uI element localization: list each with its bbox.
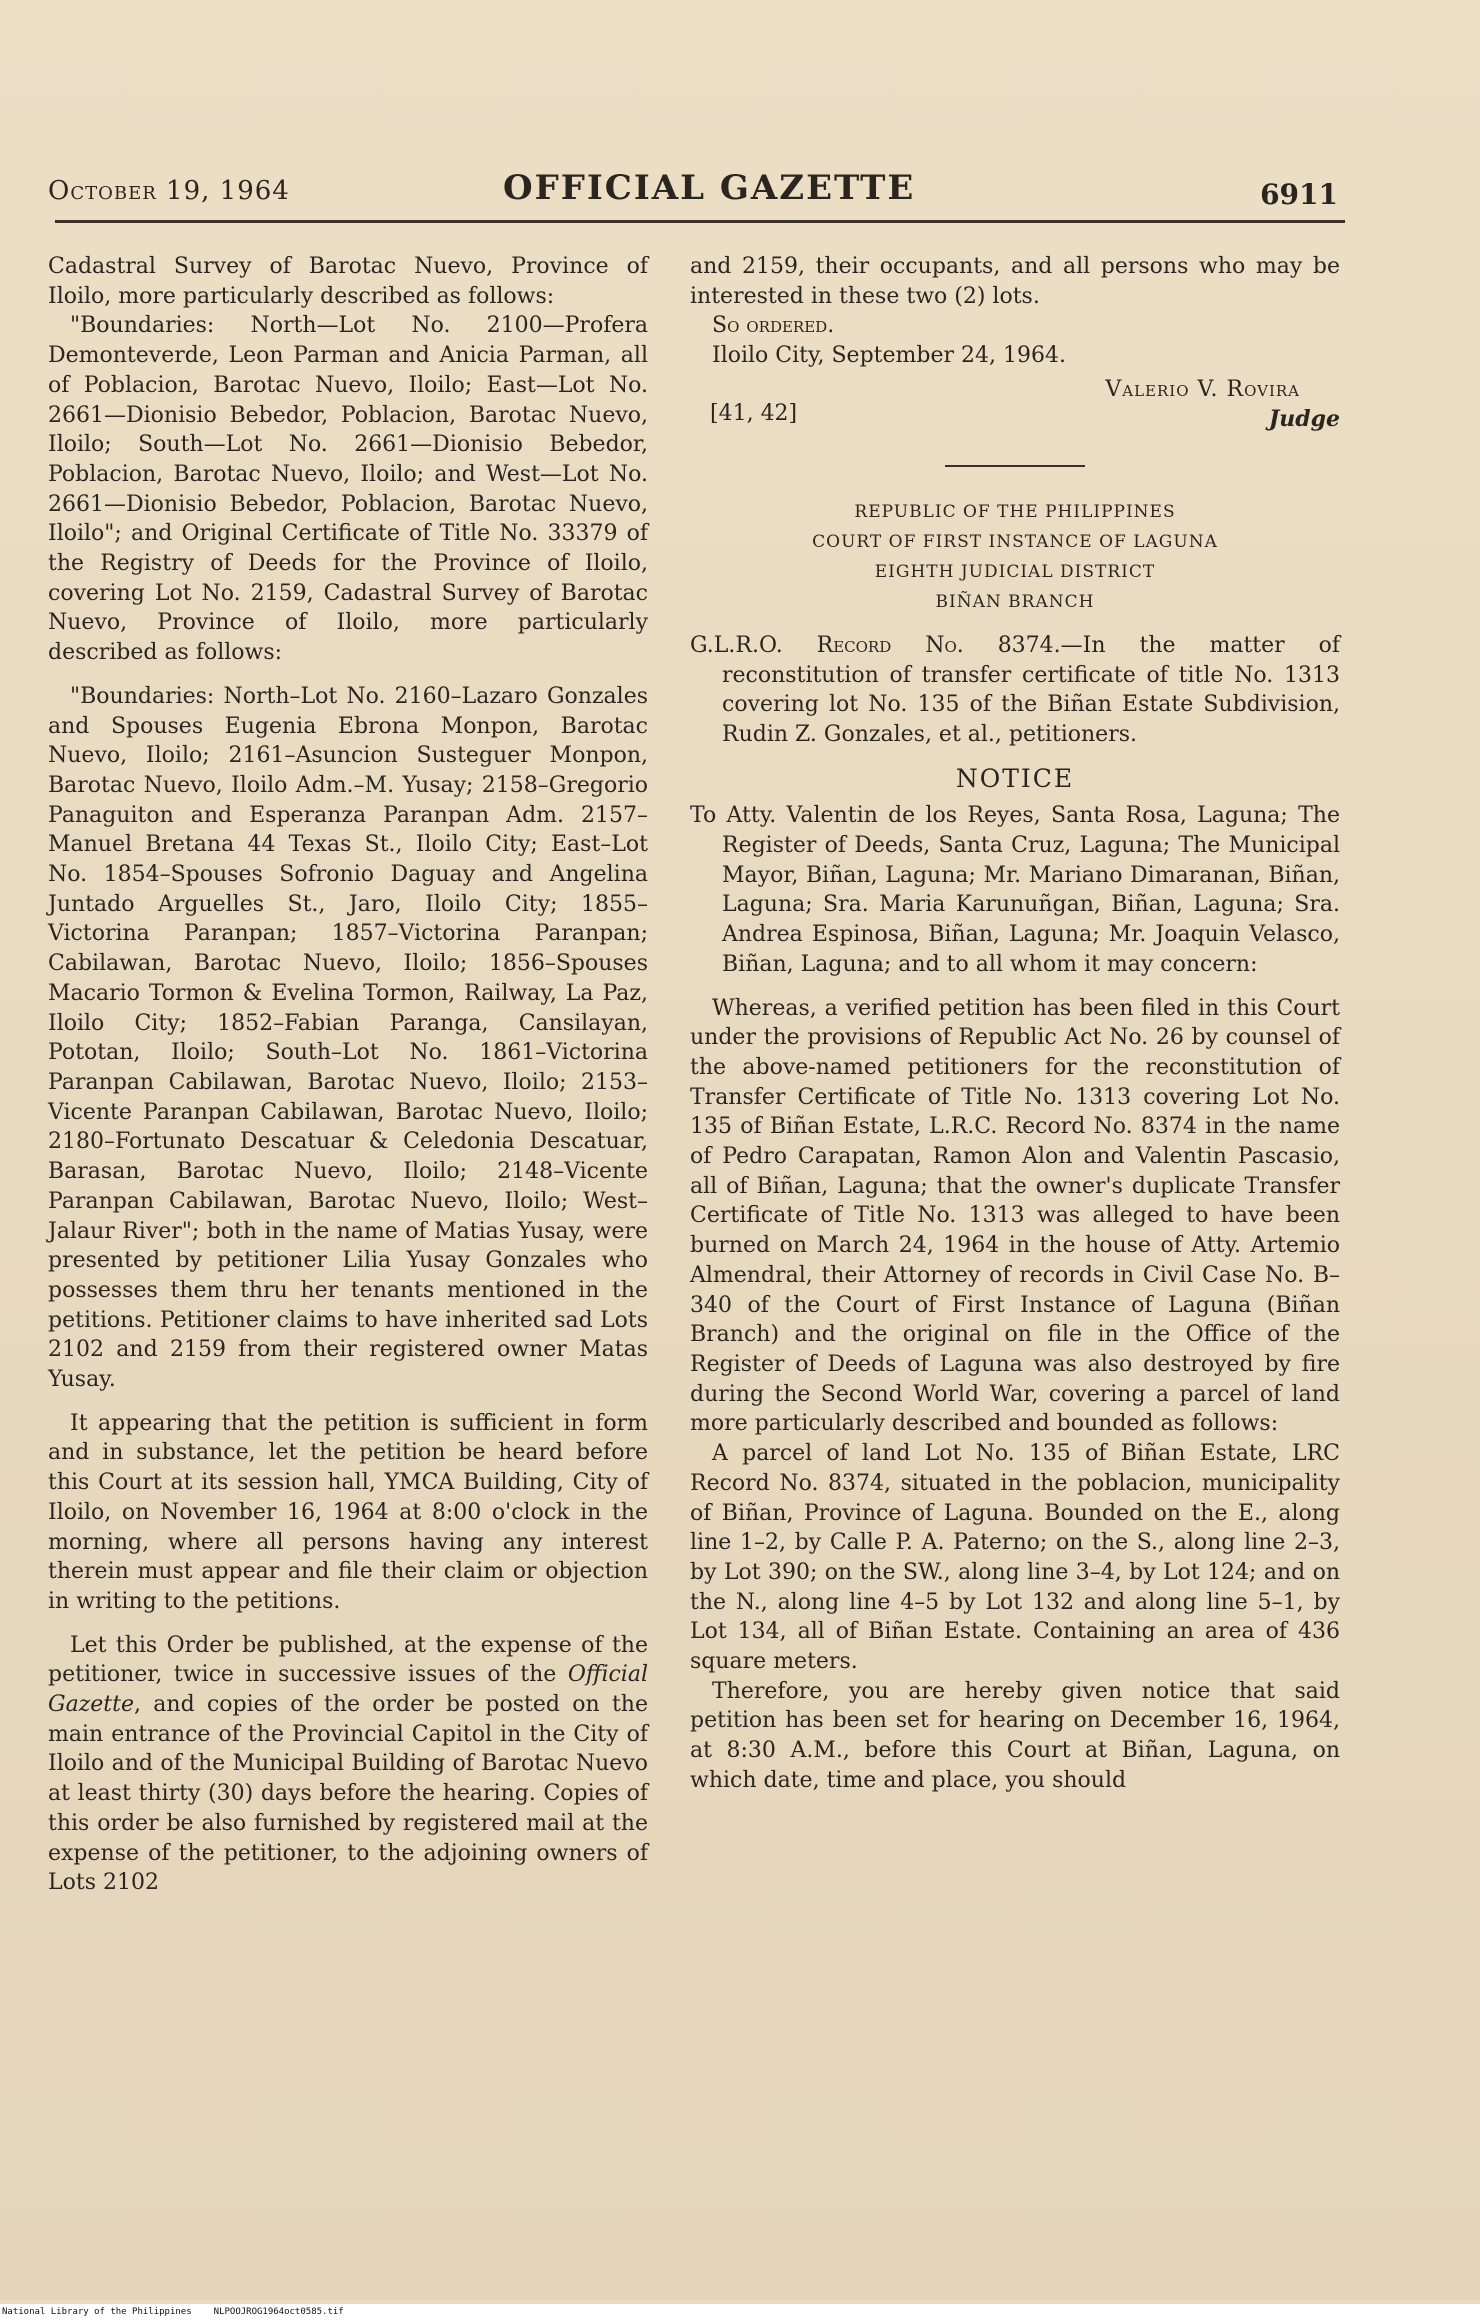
left-paragraph-5	[48, 1631, 648, 1898]
gazette-italic: Official Gazette	[48, 1662, 648, 1718]
header-rule	[55, 220, 1345, 223]
left-paragraph-1: Cadastral Survey of Barotac Nuevo, Province of Iloilo, more particularly described as follows:	[48, 254, 648, 309]
left-paragraph-2: "Boundaries: North—Lot No. 2100—Profera Demonteverde, Leon Parman and Anicia Parman, all of Poblacion, Barotac Nuevo, Iloilo; East—Lot No. 2661—Dionisio Bebedor, Poblacion, Barotac Nuevo, Iloilo; South—Lot No. 2661—Dionisio Bebedor, Poblacion, Barotac Nuevo, Iloilo; and West—Lot No. 2661—Dionisio Bebedor, Poblacion, Barotac Nuevo, Iloilo"; and Original Certificate of Title No. 33379 of the Registry of Deeds for the Province of Iloilo, covering Lot No. 2159, Cadastral Survey of Barotac Nuevo, Province of Iloilo, more particularly described as follows:	[48, 313, 648, 666]
caption-line-4: BIÑAN BRANCH	[935, 591, 1095, 612]
therefore-paragraph: Therefore, you are hereby given notice that said petition has been set for hearing on December 16, 1964, at 8:30 A.M., before this Court at Biñan, Laguna, on which date, time and place, you should	[690, 1678, 1340, 1793]
record-label: G.L.R.O. Record No. 8374.	[690, 632, 1061, 658]
notice-heading: NOTICE	[955, 763, 1075, 793]
record-text: —In the matter of reconstitution of transfer certificate of title No. 1313 covering lot No. 135 of the Biñan Estate Subdivision, Rudin Z. Gonzales, et al., petitioners.	[722, 632, 1340, 747]
judge-title: Judge	[1268, 405, 1340, 432]
header-title: OFFICIAL GAZETTE	[503, 168, 916, 208]
section-divider	[945, 465, 1085, 467]
left-paragraph-3: "Boundaries: North–Lot No. 2160–Lazaro Gonzales and Spouses Eugenia Ebrona Monpon, Barotac Nuevo, Iloilo; 2161–Asuncion Susteguer Monpon, Barotac Nuevo, Iloilo Adm.–M. Yusay; 2158–Gregorio Panaguiton and Esperanza Paranpan Adm. 2157–Manuel Bretana 44 Texas St., Iloilo City; East–Lot No. 1854–Spouses Sofronio Daguay and Angelina Juntado Arguelles St., Jaro, Iloilo City; 1855–Victorina Paranpan; 1857–Victorina Paranpan; Cabilawan, Barotac Nuevo, Iloilo; 1856–Spouses Macario Tormon & Evelina Tormon, Railway, La Paz, Iloilo City; 1852–Fabian Paranga, Cansilayan, Pototan, Iloilo; South–Lot No. 1861–Victorina Paranpan Cabilawan, Barotac Nuevo, Iloilo; 2153–Vicente Paranpan Cabilawan, Barotac Nuevo, Iloilo; 2180–Fortunato Descatuar & Celedonia Descatuar, Barasan, Barotac Nuevo, Iloilo; 2148–Vicente Paranpan Cabilawan, Barotac Nuevo, Iloilo; West–Jalaur River"; both in the name of Matias Yusay, were presented by petitioner Lilia Yusay Gonzales who possesses them thru her tenants mentioned in the petitions. Petitioner claims to have inherited sad Lots 2102 and 2159 from their registered owner Matas Yusay.	[48, 683, 648, 1393]
scan-footer	[0, 2304, 1480, 2321]
page-header	[48, 168, 1338, 218]
caption-line-2: COURT OF FIRST INSTANCE OF LAGUNA	[812, 531, 1218, 552]
record-entry	[690, 631, 1340, 750]
parcel-description: A parcel of land Lot No. 135 of Biñan Estate, LRC Record No. 8374, situated in the poblacion, municipality of Biñan, Province of Laguna. Bounded on the E., along line 1–2, by Calle P. A. Paterno; on the S., along line 2–3, by Lot 390; on the SW., along line 3–4, by Lot 124; and on the N., along line 4–5 by Lot 132 and along line 5–1, by Lot 134, all of Biñan Estate. Containing an area of 436 square meters.	[690, 1441, 1340, 1675]
p5-before: Let this Order be published, at the expense of the petitioner, twice in successive issues of the	[48, 1632, 648, 1688]
right-continuation: and 2159, their occupants, and all persons who may be interested in these two (2) lots.	[690, 254, 1340, 309]
caption-line-1: REPUBLIC OF THE PHILIPPINES	[854, 501, 1176, 522]
right-column	[690, 252, 1340, 1796]
footer-source: National Library of the Philippines	[2, 2307, 192, 2317]
caption-line-3: EIGHTH JUDICIAL DISTRICT	[874, 561, 1156, 582]
whereas-paragraph: Whereas, a verified petition has been filed in this Court under the provisions of Republic Act No. 26 by counsel of the above-named petitioners for the reconstitution of Transfer Certificate of Title No. 1313 covering Lot No. 135 of Biñan Estate, L.R.C. Record No. 8374 in the name of Pedro Carapatan, Ramon Alon and Valentin Pascasio, all of Biñan, Laguna; that the owner's duplicate Transfer Certificate of Title No. 1313 was alleged to have been burned on March 24, 1964 in the house of Atty. Artemio Almendral, their Attorney of records in Civil Case No. B–340 of the Court of First Instance of Laguna (Biñan Branch) and the original on file in the Office of the Register of Deeds of Laguna was also destroyed by fire during the Second World War, covering a parcel of land more particularly described and bounded as follows:	[690, 995, 1340, 1437]
notice-addressees: To Atty. Valentin de los Reyes, Santa Rosa, Laguna; The Register of Deeds, Santa Cruz, Laguna; The Municipal Mayor, Biñan, Laguna; Mr. Mariano Dimaranan, Biñan, Laguna; Sra. Maria Karunuñgan, Biñan, Laguna; Sra. Andrea Espinosa, Biñan, Laguna; Mr. Joaquin Velasco, Biñan, Laguna; and to all whom it may concern:	[690, 803, 1340, 977]
judge-name: Valerio V. Rovira	[1105, 376, 1300, 402]
place-date: Iloilo City, September 24, 1964.	[712, 343, 1066, 369]
footer-filename: NLPOOJROG1964oct0585.tif	[213, 2307, 344, 2317]
court-caption	[690, 497, 1340, 617]
page-number: 6911	[1260, 178, 1338, 211]
so-ordered: So ordered.	[712, 313, 835, 339]
p5-after: , and copies of the order be posted on the main entrance of the Provincial Capitol in the City of Iloilo and of the Municipal Building of Barotac Nuevo at least thirty (30) days before the hearing. Copies of this order be also furnished by registered mail at the expense of the petitioner, to the adjoining owners of Lots 2102	[48, 1692, 648, 1896]
signature-block	[690, 375, 1340, 439]
reference-number: [41, 42]	[710, 400, 798, 426]
header-date: October 19, 1964	[48, 176, 290, 206]
left-paragraph-4: It appearing that the petition is sufficient in form and in substance, let the petition be heard before this Court at its session hall, YMCA Building, City of Iloilo, on November 16, 1964 at 8:00 o'clock in the morning, where all persons having any interest therein must appear and file their claim or objection in writing to the petitions.	[48, 1410, 648, 1614]
left-column	[48, 252, 648, 1898]
